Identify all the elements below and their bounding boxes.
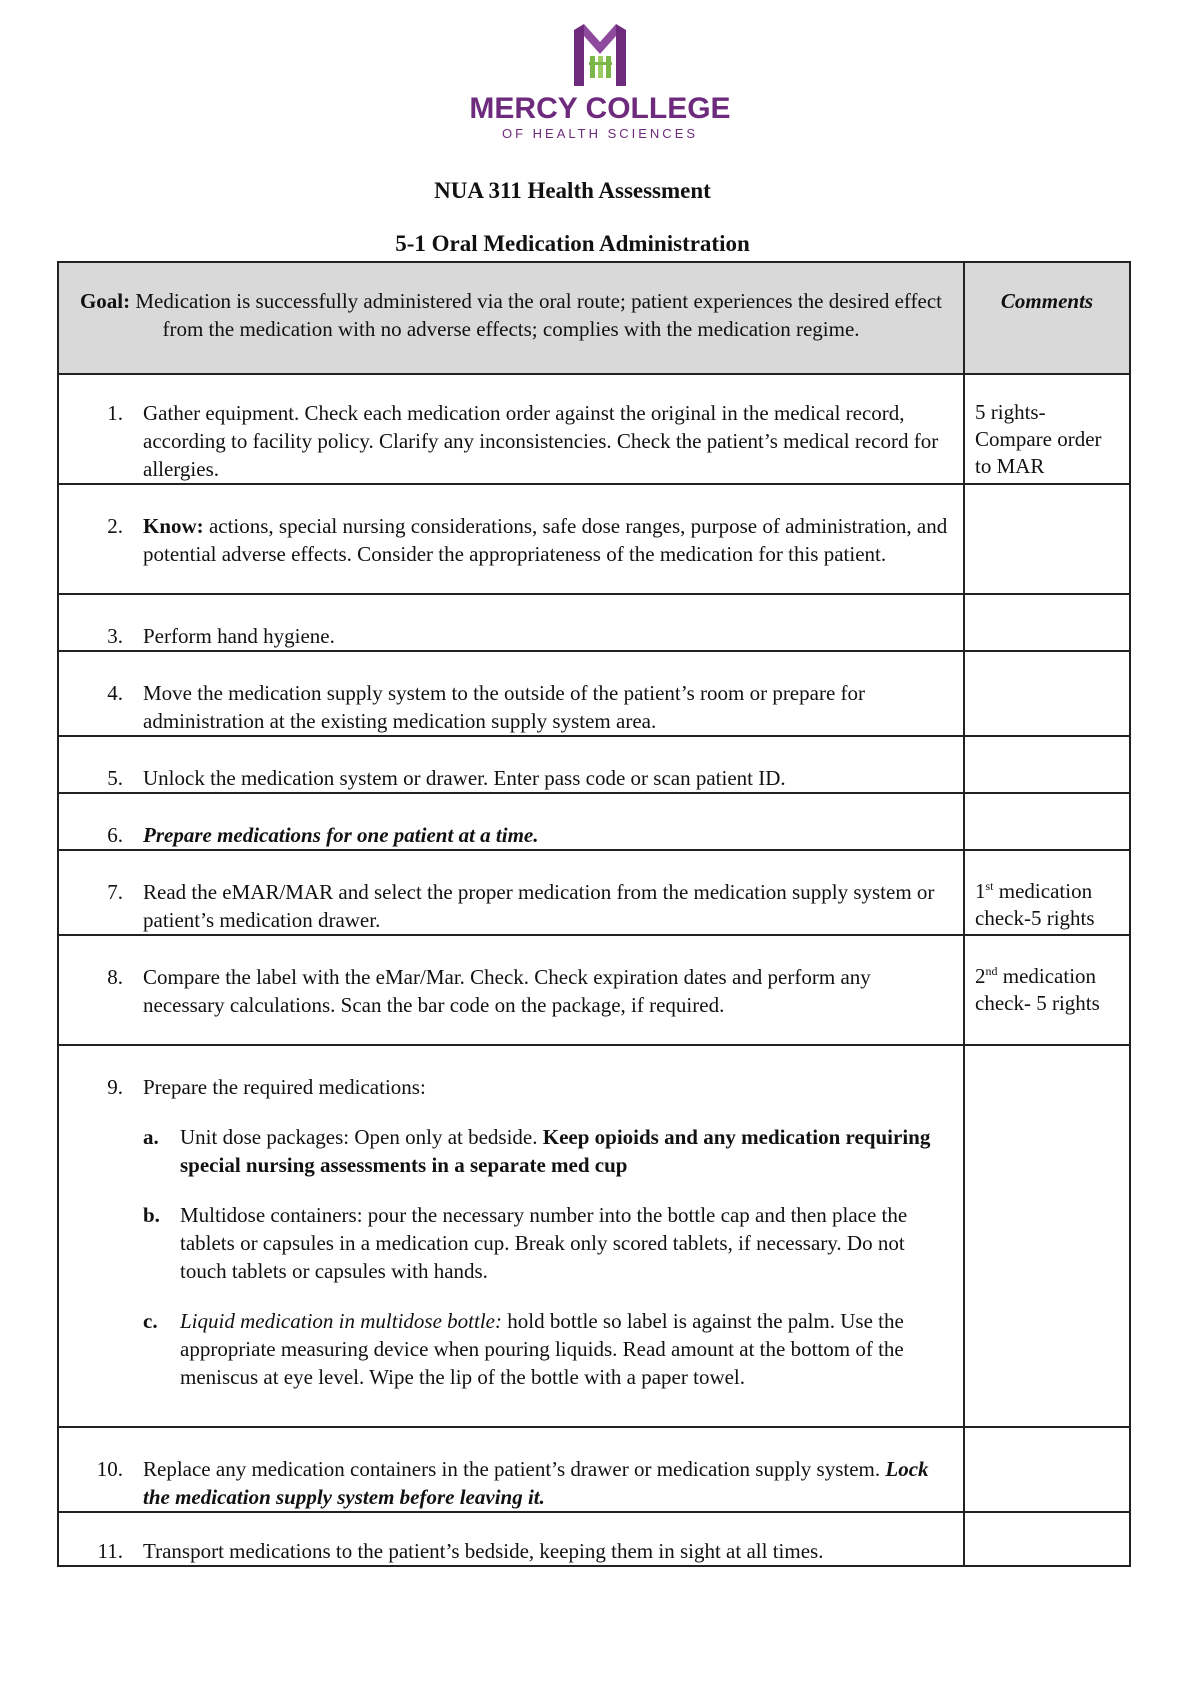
step-number: 9. bbox=[107, 1075, 123, 1099]
table-row bbox=[58, 374, 1130, 484]
logo-subtitle: OF HEALTH SCIENCES bbox=[501, 126, 699, 141]
lock-instruction: Lock the medication supply system before leaving it. bbox=[143, 1457, 929, 1509]
step-text: Gather equipment. Check each medication order against the original in the medical record, according to facility policy. Clarify any inconsistencies. Check the patient’s medical record for allergies. bbox=[143, 401, 939, 481]
step-number: 4. bbox=[107, 681, 123, 705]
step-comment: 2nd medication check- 5 rights bbox=[975, 964, 1100, 1015]
step-text: Read the eMAR/MAR and select the proper medication from the medication supply system or patient’s medication drawer. bbox=[143, 880, 935, 932]
step-number: 5. bbox=[107, 766, 123, 790]
step-number: 2. bbox=[107, 514, 123, 538]
list-item: a. Unit dose packages: Open only at bedside. Keep opioids and any medication requiring special nursing assessments in a separate med cup bbox=[143, 1125, 931, 1177]
list-item: b. Multidose containers: pour the necessary number into the bottle cap and then place the tablets or capsules in a medication cup. Break only scored tablets, if necessary. Do not touch tablets or capsules with hands. bbox=[143, 1203, 908, 1283]
step-text: Perform hand hygiene. bbox=[143, 624, 335, 648]
comments-header-cell bbox=[964, 262, 1130, 374]
step-number: 1. bbox=[107, 401, 123, 425]
step-text: Prepare medications for one patient at a time. bbox=[143, 823, 539, 847]
step-number: 8. bbox=[107, 965, 123, 989]
college-logo bbox=[0, 20, 1200, 142]
step-text: Prepare the required medications: bbox=[143, 1075, 426, 1099]
table-row bbox=[58, 850, 1130, 935]
table-row bbox=[58, 1045, 1130, 1427]
comments-header: Comments bbox=[1000, 289, 1094, 313]
step-text: Replace any medication containers in the patient’s drawer or medication supply system. bbox=[143, 1457, 886, 1481]
goal-label: Goal: bbox=[79, 289, 131, 313]
logo-name: MERCY COLLEGE bbox=[469, 92, 731, 125]
table-row bbox=[58, 793, 1130, 850]
table-row bbox=[58, 1427, 1130, 1512]
list-item: c. Liquid medication in multidose bottle: hold bottle so label is against the palm. Use the appropriate measuring device when pouring liquids. Read amount at the bottom of the meniscus at eye level. Wipe the lip of the bottle with a paper towel. bbox=[143, 1309, 904, 1389]
procedure-table bbox=[57, 261, 1131, 1567]
step-number: 7. bbox=[107, 880, 123, 904]
step-comment: 5 rights- Compare order to MAR bbox=[975, 400, 1102, 478]
course-title: NUA 311 Health Assessment bbox=[434, 178, 711, 203]
document-title: 5-1 Oral Medication Administration bbox=[395, 231, 750, 256]
step-number: 6. bbox=[107, 823, 123, 847]
table-row bbox=[58, 651, 1130, 736]
step-number: 3. bbox=[107, 624, 123, 648]
table-row bbox=[58, 594, 1130, 651]
step-text: Compare the label with the eMar/Mar. Check. Check expiration dates and perform any necessary calculations. Scan the bar code on the package, if required. bbox=[143, 965, 871, 1017]
step-number: 11. bbox=[97, 1539, 123, 1563]
step-text: Move the medication supply system to the outside of the patient’s room or prepare for administration at the existing medication supply system area. bbox=[143, 681, 865, 733]
step-text: actions, special nursing considerations, safe dose ranges, purpose of administration, and potential adverse effects. Consider the appropriateness of the medication for this patient. bbox=[143, 514, 948, 566]
know-label: Know: bbox=[143, 514, 204, 538]
step-text: Transport medications to the patient’s bedside, keeping them in sight at all times. bbox=[143, 1539, 824, 1563]
step-number: 10. bbox=[96, 1457, 123, 1481]
goal-cell bbox=[58, 262, 964, 374]
table-row bbox=[58, 935, 1130, 1045]
table-row bbox=[58, 736, 1130, 793]
step-comment: 1st medication check-5 rights bbox=[975, 879, 1095, 930]
goal-text: Medication is successfully administered via the oral route; patient experiences the desired effect from the medication with no adverse effects; complies with the medication regime. bbox=[130, 289, 943, 341]
mercy-m-emblem-icon bbox=[570, 20, 630, 90]
table-row bbox=[58, 484, 1130, 594]
goal-row bbox=[58, 262, 1130, 374]
table-row bbox=[58, 1512, 1130, 1566]
step-text: Unlock the medication system or drawer. Enter pass code or scan patient ID. bbox=[143, 766, 786, 790]
